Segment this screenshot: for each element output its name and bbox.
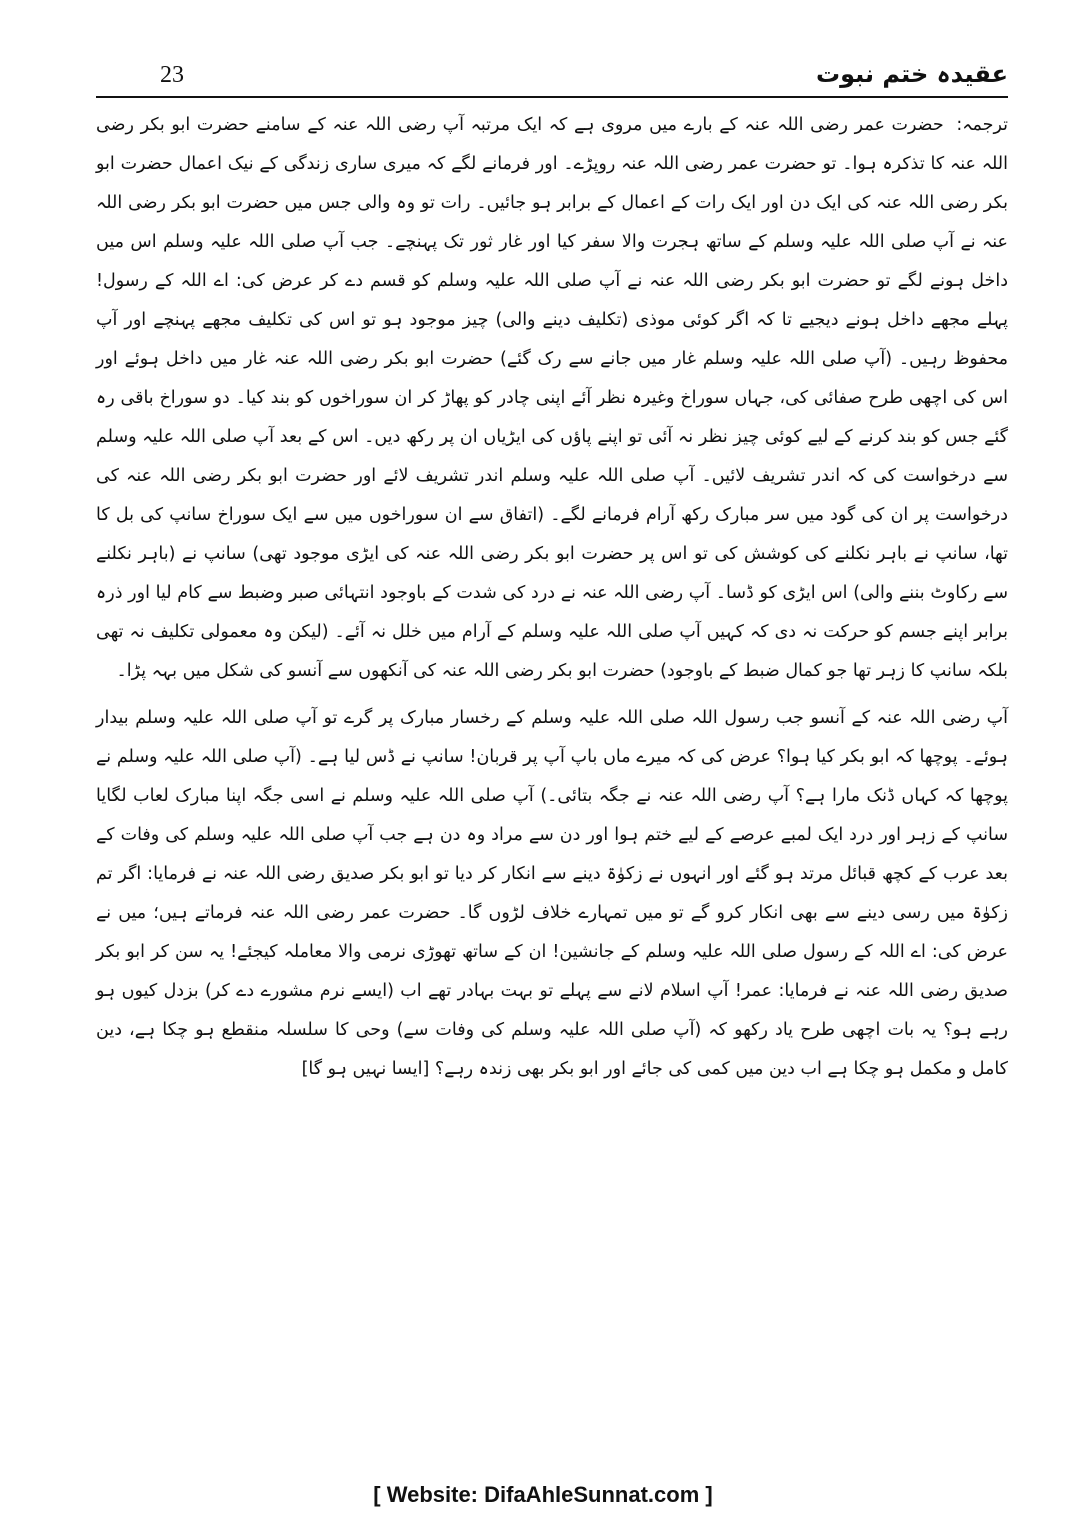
translation-label: ترجمہ: <box>956 115 1008 135</box>
running-title: عقیدہ ختم نبوت <box>816 60 1008 88</box>
header-rule <box>96 96 1008 98</box>
page-number: 23 <box>160 62 184 88</box>
paragraph-1 <box>96 106 1008 691</box>
page-header <box>96 60 1008 94</box>
paragraph-1-text: حضرت عمر رضی اللہ عنہ کے بارے میں مروی ہے کہ ایک مرتبہ آپ رضی اللہ عنہ کے سامنے حضرت ابو بکر رضی اللہ عنہ کا تذکرہ ہوا۔ تو حضرت عمر رضی اللہ عنہ روپڑے۔ اور فرمانے لگے کہ میری ساری زندگی کے نیک اعمال حضرت ابو بکر رضی اللہ عنہ کی ایک دن اور ایک رات کے اعمال کے برابر ہو جائیں۔ رات تو وہ والی جس میں حضرت ابو بکر رضی اللہ عنہ نے آپ صلی اللہ علیہ وسلم کے ساتھ ہجرت والا سفر کیا اور غار ثور تک پہنچے۔ جب آپ صلی اللہ علیہ وسلم اس میں داخل ہونے لگے تو حضرت ابو بکر رضی اللہ عنہ نے آپ صلی اللہ علیہ وسلم کو قسم دے کر عرض کی: اے اللہ کے رسول! پہلے مجھے داخل ہونے دیجیے تا کہ اگر کوئی موذی (تکلیف دینے والی) چیز موجود ہو تو اس کی تکلیف مجھے پہنچے اور آپ محفوظ رہیں۔ (آپ صلی اللہ علیہ وسلم غار میں جانے سے رک گئے) حضرت ابو بکر رضی اللہ عنہ غار میں داخل ہوئے اور اس کی اچھی طرح صفائی کی، جہاں سوراخ وغیرہ نظر آئے اپنی چادر کو پھاڑ کر ان سوراخوں کو بند کیا۔ دو سوراخ باقی رہ گئے جس کو بند کرنے کے لیے کوئی چیز نظر نہ آئی تو اپنے پاؤں کی ایڑیاں ان پر رکھ دیں۔ اس کے بعد آپ صلی اللہ علیہ وسلم سے درخواست کی کہ اندر تشریف لائیں۔ آپ صلی اللہ علیہ وسلم اندر تشریف لائے اور حضرت ابو بکر رضی اللہ عنہ کی درخواست پر ان کی گود میں سر مبارک رکھ آرام فرمانے لگے۔ (اتفاق سے ان سوراخوں میں سے ایک سوراخ سانپ کی بل کا تھا، سانپ نے باہر نکلنے کی کوشش کی تو اس پر حضرت ابو بکر رضی اللہ عنہ کی ایڑی موجود تھی) سانپ نے (باہر نکلنے سے رکاوٹ بننے والی) اس ایڑی کو ڈسا۔ آپ رضی اللہ عنہ نے درد کی شدت کے باوجود انتہائی صبر وضبط سے کام لیا اور ذرہ برابر اپنے جسم کو حرکت نہ دی کہ کہیں آپ صلی اللہ علیہ وسلم کے آرام میں خلل نہ آئے۔ (لیکن وہ معمولی تکلیف نہ تھی بلکہ سانپ کا زہر تھا جو کمال ضبط کے باوجود) حضرت ابو بکر رضی اللہ عنہ کی آنکھوں سے آنسو کی شکل میں بہہ پڑا۔ <box>96 115 1008 681</box>
footer-website: [ Website: DifaAhleSunnat.com ] <box>373 1482 713 1507</box>
paragraph-2: آپ رضی اللہ عنہ کے آنسو جب رسول اللہ صلی اللہ علیہ وسلم کے رخسار مبارک پر گرے تو آپ صلی اللہ علیہ وسلم بیدار ہوئے۔ پوچھا کہ ابو بکر کیا ہوا؟ عرض کی کہ میرے ماں باپ آپ پر قربان! سانپ نے ڈس لیا ہے۔ (آپ صلی اللہ علیہ وسلم نے پوچھا کہ کہاں ڈنک مارا ہے؟ آپ رضی اللہ عنہ نے جگہ بتائی۔) آپ صلی اللہ علیہ وسلم نے اسی جگہ اپنا مبارک لعاب لگایا سانپ کے زہر اور درد ایک لمبے عرصے کے لیے ختم ہوا اور دن سے مراد وہ دن ہے جب آپ صلی اللہ علیہ وسلم کی وفات کے بعد عرب کے کچھ قبائل مرتد ہو گئے اور انہوں نے زکوٰۃ دینے سے انکار کر دیا تو ابو بکر صدیق رضی اللہ عنہ نے فرمایا: اگر تم زکوٰۃ میں رسی دینے سے بھی انکار کرو گے تو میں تمہارے خلاف لڑوں گا۔ حضرت عمر رضی اللہ عنہ فرماتے ہیں؛ میں نے عرض کی: اے اللہ کے رسول صلی اللہ علیہ وسلم کے جانشین! ان کے ساتھ تھوڑی نرمی والا معاملہ کیجئے! یہ سن کر ابو بکر صدیق رضی اللہ عنہ نے فرمایا: عمر! آپ اسلام لانے سے پہلے تو بہت بہادر تھے اب (ایسے نرم مشورے دے کر) بزدل کیوں ہو رہے ہو؟ یہ بات اچھی طرح یاد رکھو کہ (آپ صلی اللہ علیہ وسلم کی وفات سے) وحی کا سلسلہ منقطع ہو چکا ہے، دین کامل و مکمل ہو چکا ہے اب دین میں کمی کی جائے اور ابو بکر بھی زندہ رہے؟ [ایسا نہیں ہو گا] <box>96 708 1008 1079</box>
body-text <box>96 106 1008 1089</box>
